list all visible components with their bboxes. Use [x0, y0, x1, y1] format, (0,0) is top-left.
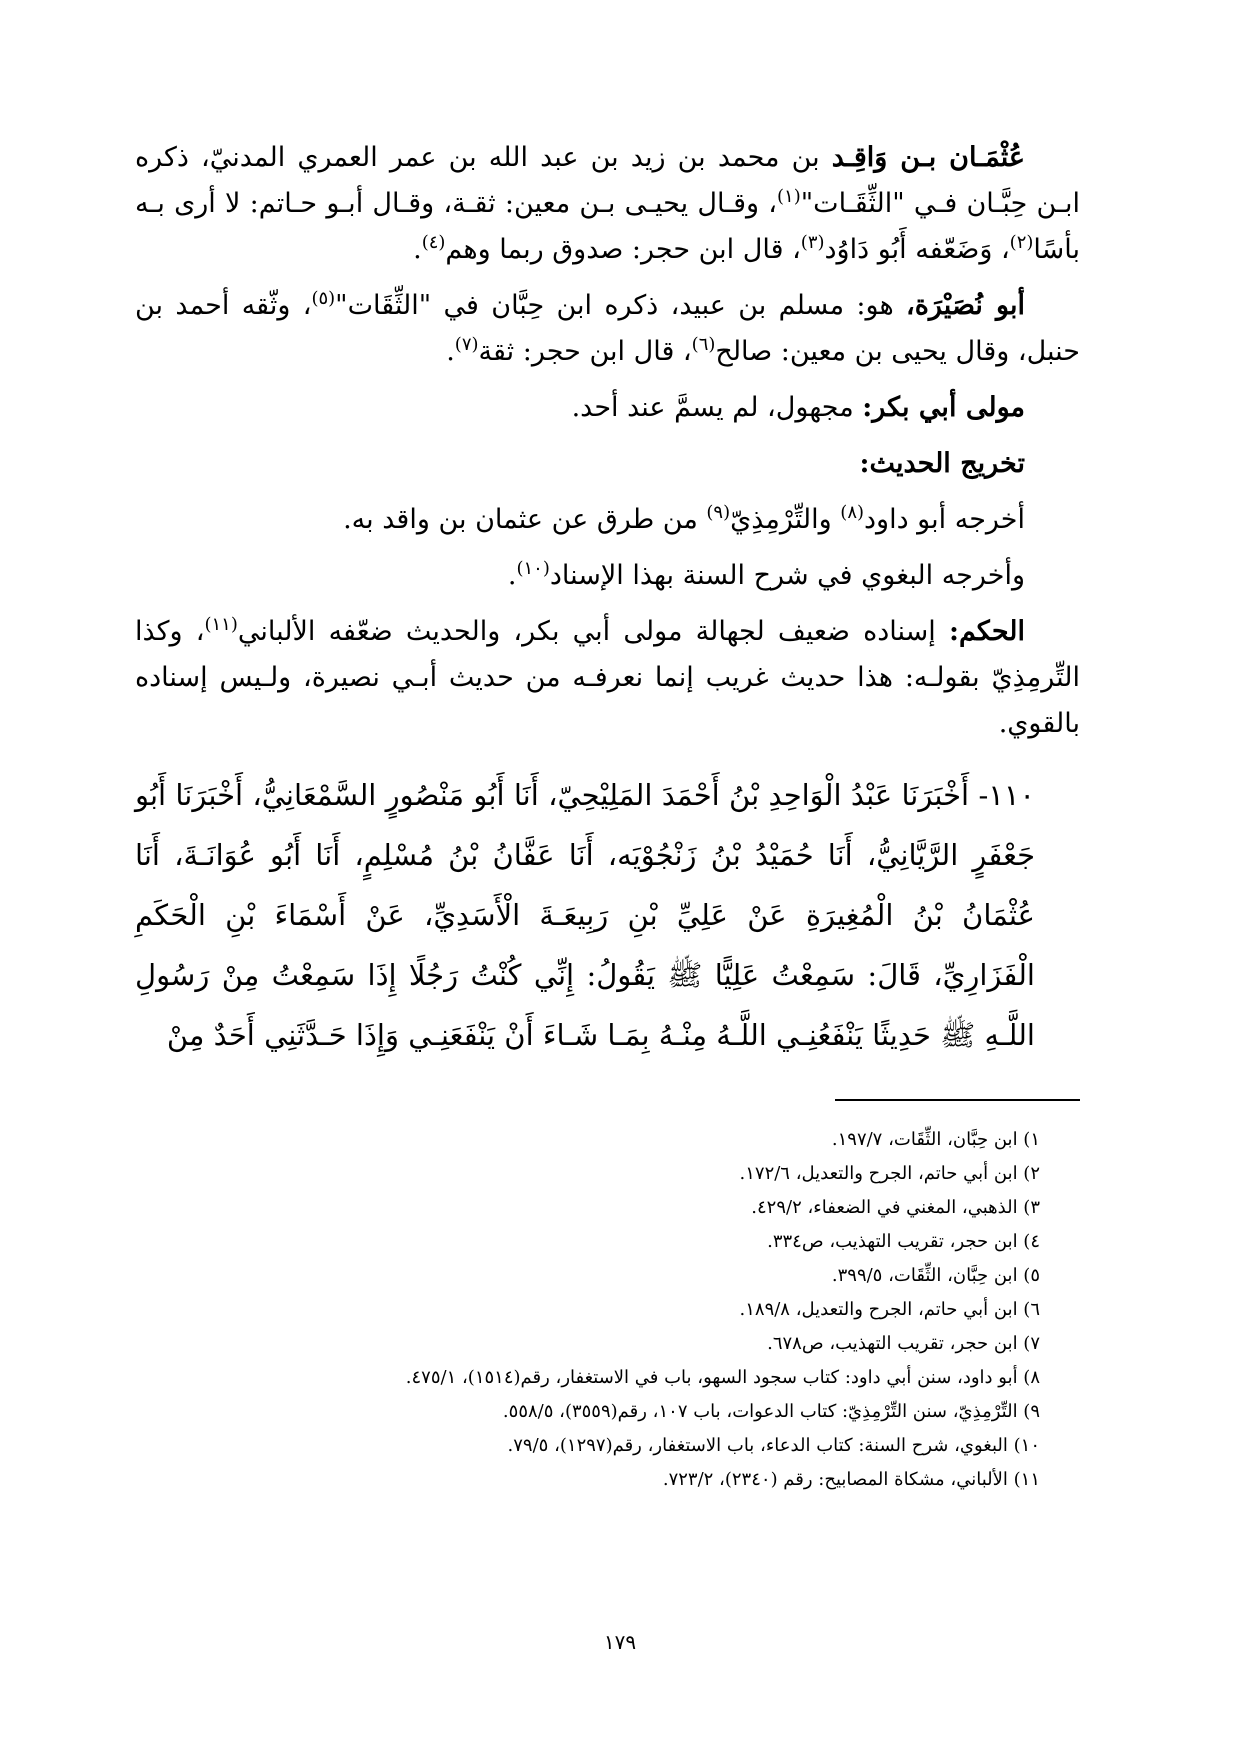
takhrij-paragraph-2 [135, 553, 1080, 599]
footnote-item: ٦) ابن أبي حاتم، الجرح والتعديل، ١٨٩/٨. [739, 1299, 1040, 1320]
section-heading: تخريج الحديث: [859, 448, 1025, 479]
footnote-item: ٥) ابن حِبَّان، الثِّقَات، ٣٩٩/٥. [831, 1265, 1040, 1286]
paragraph-text: إسناده ضعيف لجهالة مولى أبي بكر، والحديث ضعّفه الألباني [237, 616, 949, 647]
ruling-paragraph [135, 609, 1080, 747]
footnote-item: ٢) ابن أبي حاتم، الجرح والتعديل، ١٧٢/٦. [739, 1163, 1040, 1184]
paragraph-text: ، وقـال يحيـى بـن معين: ثقـة، وقـال أبـو حـاتم: لا أرى بـه بأسًا [135, 188, 1080, 265]
takhrij-paragraph-1 [135, 497, 1080, 543]
ruling-label: الحكم: [948, 616, 1025, 647]
footnote-item: ١) ابن حِبَّان، الثِّقَات، ١٩٧/٧. [831, 1129, 1040, 1150]
footnote-item: ٩) التِّرْمِذِيّ، سنن التِّرْمِذِيّ: كتاب الدعوات، باب ١٠٧، رقم(٣٥٥٩)، ٥٥٨/٥. [502, 1401, 1040, 1422]
paragraph-text: هو: مسلم بن عبيد، ذكره ابن حِبَّان في "الثِّقَات" [335, 290, 907, 321]
page-body [135, 135, 1080, 1497]
narrator-paragraph-abu-nusayra [135, 283, 1080, 375]
narrator-name: مولى أبي بكر: [862, 392, 1025, 423]
hadith-text [135, 765, 1080, 1065]
narrator-name: أبو نُصَيْرَة، [906, 290, 1025, 321]
hadith-number: ١١٠- [978, 778, 1035, 812]
paragraph-text: من طرق عن عثمان بن واقد به. [343, 504, 707, 535]
footnote-ref[interactable]: (٦) [691, 334, 716, 355]
narrator-name: عُثْمَـان بـن وَاقِـد [831, 142, 1025, 173]
footnote-item: ٣) الذهبي، المغني في الضعفاء، ٤٢٩/٢. [751, 1197, 1040, 1218]
paragraph-text: ، وكذا التِّرمِذِيّ بقولـه: هذا حديث غريب إنما نعرفـه من حديث أبـي نصيرة، ولـيس إسناده بالقوي. [135, 616, 1080, 739]
footnote-item: ١٠) البغوي، شرح السنة: كتاب الدعاء، باب الاستغفار، رقم(١٢٩٧)، ٧٩/٥. [507, 1435, 1040, 1456]
footnote-separator [835, 1099, 1080, 1101]
footnotes-list [135, 1123, 1080, 1497]
paragraph-text: وأخرجه البغوي في شرح السنة بهذا الإسناد [549, 560, 1025, 591]
paragraph-text: . [413, 234, 422, 265]
narrator-paragraph-mawla [135, 385, 1080, 431]
paragraph-text: مجهول، لم يسمَّ عند أحد. [571, 392, 863, 423]
footnote-ref[interactable]: (١) [777, 186, 801, 207]
footnote-ref[interactable]: (٨) [840, 502, 865, 523]
paragraph-text: ، وثّقه أحمد بن حنبل، وقال يحيى بن معين: صالح [135, 290, 1080, 367]
footnote-ref[interactable]: (٥) [311, 288, 336, 309]
footnote-item: ٤) ابن حجر، تقريب التهذيب، ص٣٣٤. [767, 1231, 1040, 1252]
page-number: ١٧٩ [603, 1630, 637, 1654]
hadith-isnad: أَخْبَرَنَا عَبْدُ الْوَاحِدِ بْنُ أَحْمَدَ المَلِيْحِيّ، أَنَا أَبُو مَنْصُورٍ السَّمْعَانِيُّ، أَخْبَرَنَا أَبُو جَعْفَرٍ الرَّيَّانِيُّ، أَنَا حُمَيْدُ بْنُ زَنْجُوْيَه، أَنَا عَفَّانُ بْنُ مُسْلِمٍ، أَنَا أَبُو عُوَانَـةَ، أَنَا عُثْمَانُ بْنُ الْمُغِيرَةِ عَنْ عَلِيِّ بْنِ رَبِيعَـةَ الْأَسَدِيِّ، عَنْ أَسْمَاءَ بْنِ الْحَكَمِ الْفَزَارِيِّ، قَالَ: سَمِعْتُ عَلِيًّا ﷺ يَقُولُ: إِنِّي كُنْتُ رَجُلًا إِذَا سَمِعْتُ مِنْ رَسُولِ اللَّـهِ ﷺ حَدِيثًا يَنْفَعُنِـي اللَّـهُ مِنْـهُ بِمَـا شَـاءَ أَنْ يَنْفَعَنِـي وَإِذَا حَـدَّثَنِي أَحَدٌ مِنْ [135, 778, 1035, 1052]
footnote-item: ١١) الألباني، مشكاة المصابيح: رقم (٢٣٤٠)، ٧٢٣/٢. [662, 1469, 1040, 1490]
paragraph-text: . [446, 336, 455, 367]
paragraph-text: ، قال ابن حجر: ثقة [478, 336, 692, 367]
footnote-ref[interactable]: (٢) [1009, 232, 1034, 253]
paragraph-text: ، وَضَعّفه أَبُو دَاوُد [824, 234, 1010, 265]
paragraph-text: أخرجه أبو داود [864, 504, 1025, 535]
footnote-ref[interactable]: (١١) [204, 614, 238, 635]
footnote-item: ٨) أبو داود، سنن أبي داود: كتاب سجود السهو، باب في الاستغفار، رقم(١٥١٤)، ٤٧٥/١. [405, 1367, 1040, 1388]
footnote-ref[interactable]: (١٠) [516, 558, 550, 579]
narrator-paragraph-uthman [135, 135, 1080, 273]
footnote-ref[interactable]: (٧) [454, 334, 479, 355]
paragraph-text: والتِّرْمِذِيّ [730, 504, 841, 535]
paragraph-text: . [507, 560, 517, 591]
footnote-ref[interactable]: (٣) [800, 232, 825, 253]
paragraph-text: ، قال ابن حجر: صدوق ربما وهم [445, 234, 801, 265]
footnote-ref[interactable]: (٩) [706, 502, 731, 523]
footnote-ref[interactable]: (٤) [421, 232, 446, 253]
paragraph-text: بن محمد بن زيد بن عبد الله بن عمر العمري المدنيّ، ذكره ابـن حِبَّـان فـي "الثِّقَـات" [135, 142, 1080, 219]
footnote-item: ٧) ابن حجر، تقريب التهذيب، ص٦٧٨. [767, 1333, 1040, 1354]
